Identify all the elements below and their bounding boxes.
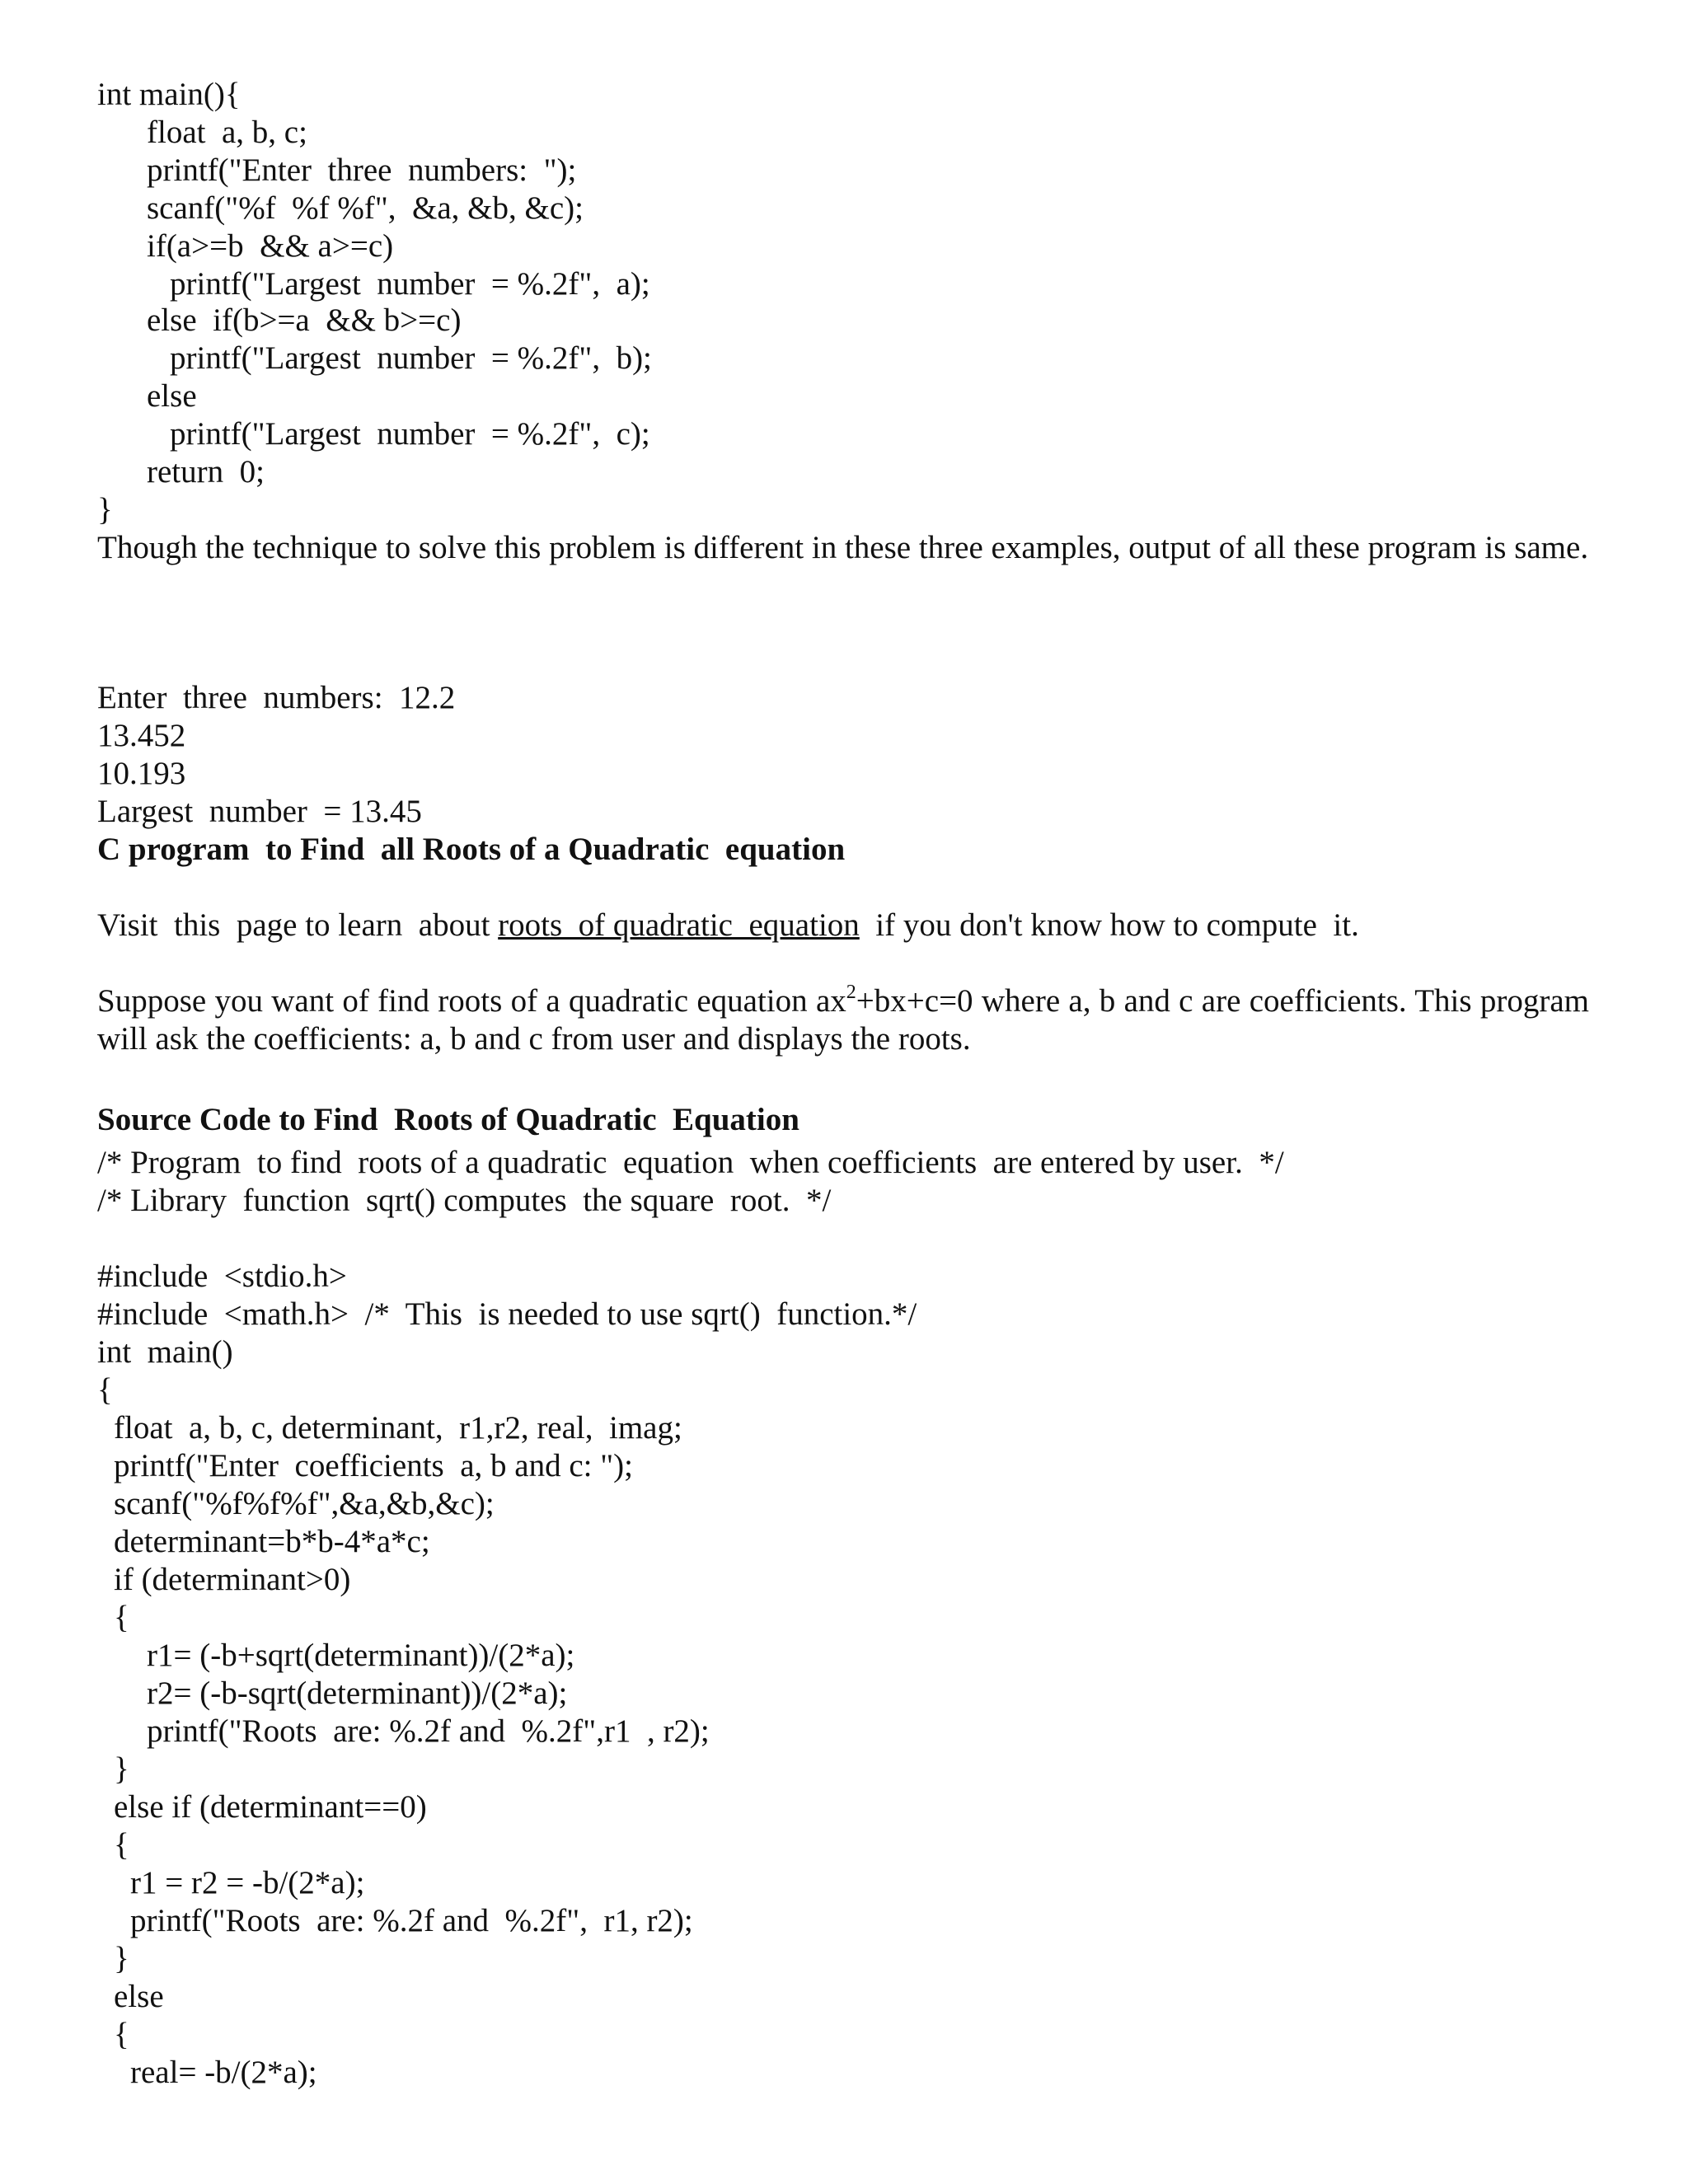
code-line: printf("Largest number = %.2f", a); — [170, 266, 650, 302]
code-line: if(a>=b && a>=c) — [147, 228, 394, 264]
code-line: } — [114, 1941, 129, 1976]
code-line: } — [97, 492, 113, 527]
code-line: r1 = r2 = -b/(2*a); — [130, 1865, 365, 1900]
output-line: 13.452 — [97, 718, 186, 753]
code-line: return 0; — [147, 454, 265, 490]
code-line: if (determinant>0) — [114, 1562, 351, 1597]
code-line: { — [114, 1827, 129, 1863]
quadratic-roots-link[interactable]: roots of quadratic equation — [498, 907, 860, 943]
output-line: 10.193 — [97, 756, 186, 791]
code-line: scanf("%f %f %f", &a, &b, &c); — [147, 190, 584, 226]
code-line: r1= (-b+sqrt(determinant))/(2*a); — [147, 1638, 575, 1673]
code-line: printf("Largest number = %.2f", b); — [170, 340, 652, 376]
code-line: #include <stdio.h> — [97, 1258, 347, 1294]
code-line: else — [147, 378, 197, 414]
code-line: else — [114, 1979, 164, 2014]
code-line: printf("Largest number = %.2f", c); — [170, 416, 650, 452]
code-line: r2= (-b-sqrt(determinant))/(2*a); — [147, 1675, 568, 1711]
code-line: else if (determinant==0) — [114, 1789, 427, 1825]
code-line: int main(){ — [97, 77, 241, 112]
code-line: { — [114, 2017, 129, 2052]
code-line: printf("Enter three numbers: "); — [147, 152, 577, 188]
visit-text-after: if you don't know how to compute it. — [859, 907, 1359, 943]
code-line: float a, b, c; — [147, 115, 307, 150]
code-line: printf("Roots are: %.2f and %.2f", r1, r2); — [130, 1903, 693, 1938]
comment-line: /* Library function sqrt() computes the square root. */ — [97, 1183, 832, 1218]
output-line: Largest number = 13.45 — [97, 794, 422, 829]
output-line: Enter three numbers: 12.2 — [97, 680, 456, 715]
superscript-two: 2 — [846, 982, 856, 1003]
paragraph-technique: Though the technique to solve this problem is different in these three examples, output of all these program is same. — [97, 530, 1589, 565]
code-line: printf("Enter coefficients a, b and c: "); — [114, 1448, 633, 1483]
visit-paragraph — [97, 907, 1359, 944]
code-line: printf("Roots are: %.2f and %.2f",r1 , r2); — [147, 1713, 710, 1749]
suppose-text-before: Suppose you want of find roots of a quadratic equation ax — [97, 983, 846, 1019]
code-line: float a, b, c, determinant, r1,r2, real, imag; — [114, 1410, 682, 1446]
visit-text-before: Visit this page to learn about — [97, 907, 499, 943]
code-line: else if(b>=a && b>=c) — [147, 302, 462, 338]
section-heading: C program to Find all Roots of a Quadratic equation — [97, 832, 846, 867]
code-line: { — [114, 1600, 129, 1635]
code-line: scanf("%f%f%f",&a,&b,&c); — [114, 1486, 495, 1521]
code-line: determinant=b*b-4*a*c; — [114, 1524, 430, 1559]
code-line: #include <math.h> /* This is needed to use sqrt() function.*/ — [97, 1296, 917, 1332]
source-code-heading: Source Code to Find Roots of Quadratic Equation — [97, 1102, 799, 1137]
comment-line: /* Program to find roots of a quadratic equation when coefficients are entered by user. */ — [97, 1145, 1284, 1180]
code-line: { — [97, 1372, 113, 1408]
paragraph-suppose — [97, 982, 1589, 1058]
code-line: } — [114, 1751, 129, 1787]
suppose-text-after: +bx+c=0 where a, b and c are coefficients. This program will ask the coefficients: a, b and c from user and displays the roots. — [97, 983, 1589, 1057]
code-line: real= -b/(2*a); — [130, 2055, 317, 2090]
code-line: int main() — [97, 1334, 233, 1370]
